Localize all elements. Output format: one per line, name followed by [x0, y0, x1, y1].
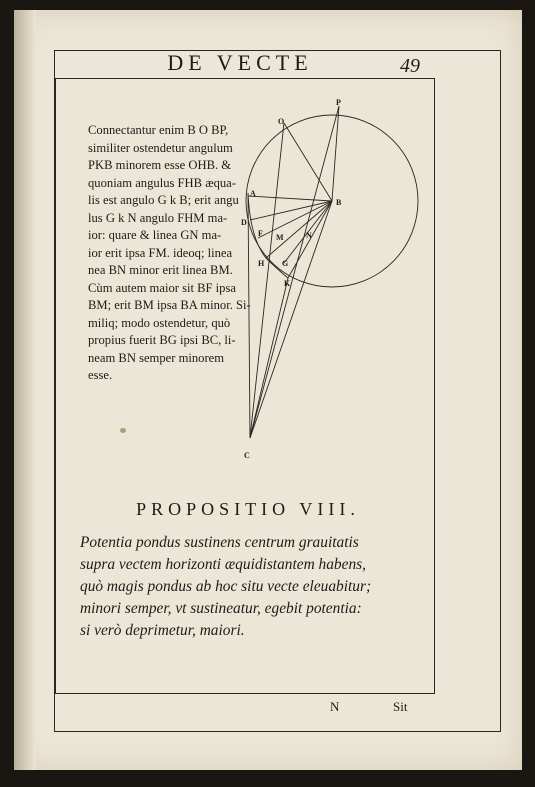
- figure-line-CO: [250, 123, 284, 438]
- proposition-line: quò magis pondus ab hoc situ vecte eleuabitur;: [80, 578, 372, 595]
- proposition-line: Potentia pondus sustinens centrum grauitatis: [80, 534, 359, 551]
- figure-label-B: B: [336, 198, 342, 207]
- body-line: similiter ostendetur angulum: [88, 140, 233, 155]
- figure-label-D: D: [241, 218, 247, 227]
- body-line: ior: quare & linea GN ma-: [88, 228, 222, 242]
- body-line: lis est angulo G k B; erit angu: [88, 193, 239, 207]
- body-line: PKB minorem esse OHB. &: [88, 158, 232, 172]
- figure-line-CK: [250, 278, 288, 438]
- page-gutter-shadow: [14, 10, 36, 770]
- figure-label-O: O: [278, 117, 285, 126]
- figure-label-P: P: [336, 98, 341, 107]
- signature-mark: N: [330, 699, 340, 714]
- proposition-title: PROPOSITIO VIII.: [136, 499, 360, 519]
- figure-label-F: F: [258, 229, 263, 238]
- figure-label-A: A: [250, 189, 256, 198]
- figure-label-N: N: [306, 231, 312, 240]
- body-line: quoniam angulus FHB æqua-: [88, 175, 236, 190]
- body-line: propius fuerit BG ipsi BC, li-: [88, 333, 236, 347]
- catchword: Sit: [393, 699, 408, 714]
- figure-label-M: M: [276, 233, 284, 242]
- proposition-line: supra vectem horizonti æquidistantem habens,: [80, 556, 366, 573]
- body-line: BM; erit BM ipsa BA minor. Si-: [88, 298, 251, 312]
- figure-label-G: G: [282, 259, 289, 268]
- proposition-line: si verò deprimetur, maiori.: [80, 622, 245, 639]
- figure-line-CA: [248, 193, 250, 438]
- figure-line-BO: [284, 123, 332, 201]
- lever-geometric-figure: [236, 98, 426, 466]
- body-line: neam BN semper minorem: [88, 350, 225, 365]
- body-paragraph: [88, 122, 251, 385]
- body-line: esse.: [88, 368, 113, 382]
- proposition-line: minori semper, vt sustineatur, egebit potentia:: [80, 600, 362, 617]
- body-line: lus G k N angulo FHM ma-: [88, 210, 228, 225]
- body-line: nea BN minor erit linea BM.: [88, 263, 233, 277]
- figure-label-H: H: [258, 259, 265, 268]
- body-line: miliq; modo ostendetur, quò: [88, 315, 231, 330]
- body-line: Cùm autem maior sit BF ipsa: [88, 280, 236, 295]
- paper-stain: [120, 428, 126, 433]
- figure-line-CP: [250, 106, 339, 438]
- body-line: Connectantur enim B O BP,: [88, 123, 229, 137]
- figure-label-K: K: [284, 279, 291, 288]
- running-head: DE VECTE: [167, 50, 313, 75]
- page-number: 49: [400, 55, 420, 77]
- proposition-statement: [80, 532, 432, 642]
- figure-line-BA: [248, 196, 332, 201]
- figure-label-C: C: [244, 451, 250, 460]
- body-line: ior erit ipsa FM. ideoq; linea: [88, 245, 233, 260]
